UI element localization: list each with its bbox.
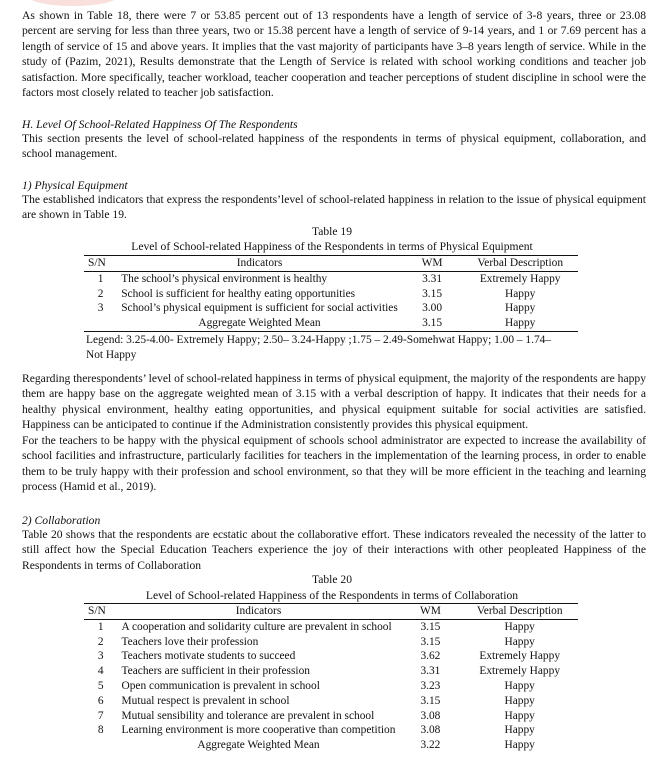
table20-header-indicators: Indicators bbox=[118, 604, 400, 620]
table19-header-verbal: Verbal Description bbox=[462, 256, 578, 272]
table19-legend: Legend: 3.25-4.00- Extremely Happy; 2.50– 3.24-Happy ;1.75 – 2.49-Somehwat Happy; 1.00 – 1.74– bbox=[86, 334, 552, 346]
table20-cell-indicator: Open communication is prevalent in school bbox=[121, 679, 320, 692]
table19-cell-verbal: Happy bbox=[504, 302, 536, 315]
table20 bbox=[84, 603, 578, 753]
table20-cell-wm: 3.08 bbox=[420, 709, 441, 722]
table20-cell-verbal: Happy bbox=[504, 709, 535, 722]
table20-cell-sn: 8 bbox=[97, 724, 104, 737]
table19-cell-empty bbox=[84, 316, 117, 331]
table20-cell-verbal: Happy bbox=[504, 679, 535, 692]
table20-title: Level of School-related Happiness of the Respondents in terms of Collaboration bbox=[145, 589, 519, 602]
table20-cell-indicator: Teachers motivate students to succeed bbox=[121, 650, 296, 663]
table19-aggregate-wm: 3.15 bbox=[402, 316, 463, 331]
table20-cell-wm: 3.23 bbox=[420, 679, 441, 692]
table20-header-row bbox=[84, 604, 578, 620]
table20-cell-sn: 4 bbox=[97, 665, 104, 678]
table19-cell-wm: 3.31 bbox=[422, 272, 443, 285]
table20-cell-indicator: A cooperation and solidarity culture are prevalent in school bbox=[121, 620, 392, 633]
header-logo-fragment bbox=[28, 0, 118, 6]
table19-aggregate-row bbox=[84, 316, 578, 331]
table-row bbox=[84, 679, 578, 694]
table20-cell-sn: 7 bbox=[97, 709, 104, 722]
table19-cell-wm: 3.00 bbox=[422, 302, 443, 315]
table20-cell-verbal: Happy bbox=[504, 635, 535, 648]
table19-aggregate-verbal: Happy bbox=[462, 316, 578, 331]
table20-cell-sn: 5 bbox=[97, 679, 104, 692]
table19-aggregate-label: Aggregate Weighted Mean bbox=[117, 316, 402, 331]
table20-aggregate-row bbox=[84, 738, 578, 753]
table-row bbox=[84, 664, 578, 679]
table-row bbox=[84, 301, 578, 316]
table20-cell-sn: 3 bbox=[97, 650, 104, 663]
table20-cell-wm: 3.15 bbox=[420, 620, 441, 633]
table-row bbox=[84, 709, 578, 724]
section-h-intro: This section presents the level of school-related happiness of the respondents in terms of physical equipment, collaboration, and school management. bbox=[22, 132, 646, 161]
table20-cell-verbal: Happy bbox=[504, 694, 535, 707]
table20-cell-wm: 3.08 bbox=[420, 724, 441, 737]
table20-cell-indicator: Mutual sensibility and tolerance are prevalent in school bbox=[121, 709, 375, 722]
table20-cell-wm: 3.15 bbox=[420, 694, 441, 707]
table20-cell-verbal: Extremely Happy bbox=[479, 650, 561, 663]
table-row bbox=[84, 271, 578, 286]
table20-cell-indicator: Mutual respect is prevalent in school bbox=[121, 694, 290, 707]
table19-cell-verbal: Happy bbox=[504, 287, 536, 300]
table19-cell-sn: 2 bbox=[97, 287, 104, 300]
table20-cell-indicator: Learning environment is more cooperative than competition bbox=[121, 724, 396, 737]
table20-aggregate-label: Aggregate Weighted Mean bbox=[197, 739, 320, 752]
table19-header-sn: S/N bbox=[84, 256, 117, 272]
table20-cell-sn: 1 bbox=[97, 620, 104, 633]
table20-cell-verbal: Happy bbox=[504, 724, 535, 737]
table20-cell-empty bbox=[84, 738, 118, 753]
table20-cell-wm: 3.62 bbox=[420, 650, 441, 663]
table19-legend-cont: Not Happy bbox=[86, 349, 137, 361]
table-row bbox=[84, 619, 578, 634]
table19-header-indicators: Indicators bbox=[117, 256, 402, 272]
table19-cell-indicator: The school’s physical environment is healthy bbox=[121, 272, 328, 285]
section-h-heading: H. Level Of School-Related Happiness Of The Respondents bbox=[22, 118, 298, 131]
table20-cell-verbal: Extremely Happy bbox=[479, 665, 561, 678]
table20-cell-indicator: Teachers are sufficient in their profession bbox=[121, 665, 310, 678]
paragraph-length-of-service: As shown in Table 18, there were 7 or 53.85 percent out of 13 respondents have a length of service of 3-8 years, three or 23.08 percent are serving for less than three years, two or 15.38 percent have a length of service of 9-14 years, and 1 or 7.69 percent has a length of service of 15 and above years. It implies that the vast majority of participants have 3–8 years length of service. While in the study of (Pazim, 2021), Results demonstrate that the Length of Service is related with school working conditions and teacher job satisfaction. More specifically, teacher workload, teacher cooperation and teacher perceptions of student discipline in school were the factors most closely related to teacher job satisfaction. bbox=[22, 9, 646, 100]
physical-equipment-heading: 1) Physical Equipment bbox=[22, 179, 128, 192]
table20-aggregate-verbal: Happy bbox=[504, 739, 535, 752]
table20-header-sn: S/N bbox=[84, 604, 118, 620]
table19-title: Level of School-related Happiness of the Respondents in terms of Physical Equipment bbox=[131, 240, 533, 253]
table20-cell-sn: 6 bbox=[97, 694, 104, 707]
table19 bbox=[84, 255, 578, 332]
table20-label: Table 20 bbox=[311, 573, 353, 586]
table19-cell-sn: 3 bbox=[97, 302, 104, 315]
table20-aggregate-wm: 3.22 bbox=[420, 739, 441, 752]
table-row bbox=[84, 649, 578, 664]
table20-cell-wm: 3.15 bbox=[420, 635, 441, 648]
table20-header-wm: WM bbox=[399, 604, 461, 620]
table20-cell-verbal: Happy bbox=[504, 620, 535, 633]
paragraph-teachers-happy: For the teachers to be happy with the physical equipment of schools school administrator are expected to increase the availability of school facilities and infrastructure, particularly facilities for teachers in the implementation of the learning process, in order to enable them to be truly happy with their profession and school environment, so that they will be more efficient in the teaching and learning process (Hamid et al., 2019). bbox=[22, 434, 646, 494]
table19-header-row bbox=[84, 256, 578, 272]
collaboration-heading: 2) Collaboration bbox=[22, 514, 101, 527]
table-row bbox=[84, 287, 578, 302]
table-row bbox=[84, 635, 578, 650]
table19-cell-verbal: Extremely Happy bbox=[479, 272, 561, 285]
table19-cell-indicator: School’s physical equipment is sufficient for social activities bbox=[121, 302, 398, 315]
paragraph-regarding-respondents: Regarding therespondents’ level of school-related happiness in terms of physical equipment, the majority of the respondents are happy them are happy base on the aggregate weighted mean of 3.15 with a verbal description of happy. It indicates that their needs for a healthy physical environment, healthy eating opportunities, and physical equipment suitable for social activities are satisfied. Happiness can be anticipated to continue if the Administration consistently provides this physical equipment. bbox=[22, 372, 646, 432]
collaboration-intro: Table 20 shows that the respondents are ecstatic about the collaborative effort. These indicators revealed the necessity of the latter to still affect how the Special Education Teachers experience the joy of their interactions with other peopleated Happiness of the Respondents in terms of Collaboration bbox=[22, 528, 646, 572]
table20-header-verbal: Verbal Description bbox=[461, 604, 578, 620]
table-row bbox=[84, 694, 578, 709]
table20-cell-indicator: Teachers love their profession bbox=[121, 635, 259, 648]
table19-header-wm: WM bbox=[402, 256, 463, 272]
table19-cell-sn: 1 bbox=[97, 272, 104, 285]
table19-label: Table 19 bbox=[311, 225, 353, 238]
table19-cell-indicator: School is sufficient for healthy eating opportunities bbox=[121, 287, 356, 300]
physical-equipment-intro: The established indicators that express the respondents’level of school-related happiness in relation to the issue of physical equipment are shown in Table 19. bbox=[22, 193, 646, 222]
table20-cell-wm: 3.31 bbox=[420, 665, 441, 678]
table-row bbox=[84, 723, 578, 738]
table20-cell-sn: 2 bbox=[97, 635, 104, 648]
table19-cell-wm: 3.15 bbox=[422, 287, 443, 300]
